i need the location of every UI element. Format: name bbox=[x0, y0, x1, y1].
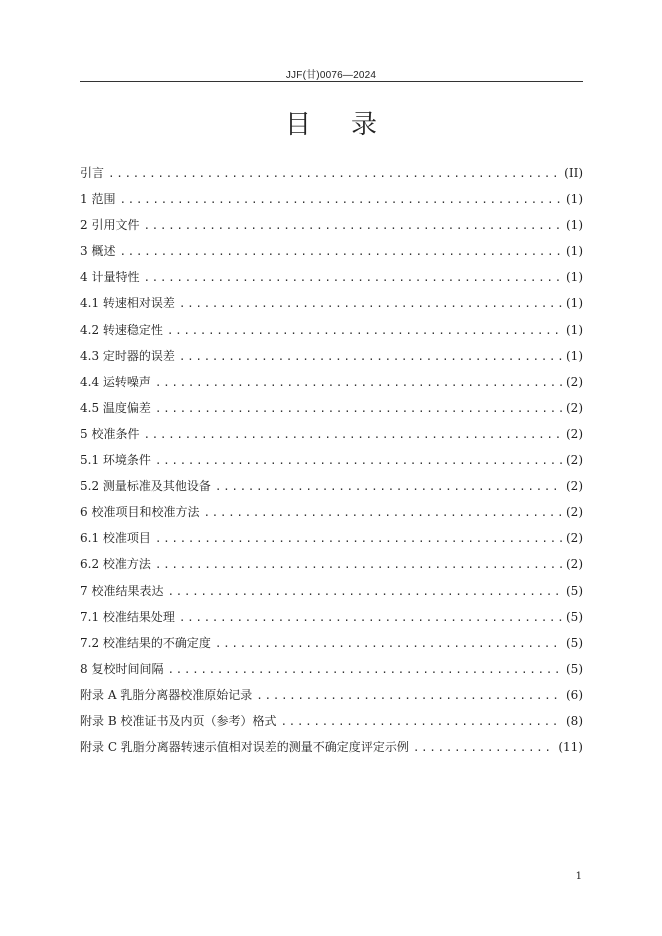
toc-dot-leader bbox=[413, 735, 555, 761]
toc-dot-leader bbox=[108, 161, 560, 187]
toc-entry[interactable] bbox=[80, 578, 583, 604]
toc-dot-leader bbox=[215, 474, 562, 500]
toc-dot-leader bbox=[143, 265, 562, 291]
toc-entry[interactable] bbox=[80, 160, 583, 186]
toc-entry-page: (2) bbox=[566, 453, 583, 468]
toc-entry-label: 6 校准项目和校准方法 bbox=[80, 505, 200, 520]
toc-entry-page: (5) bbox=[566, 635, 583, 650]
toc-entry[interactable] bbox=[80, 343, 583, 369]
toc-dot-leader bbox=[179, 605, 562, 631]
toc-entry-label: 5.1 环境条件 bbox=[80, 453, 151, 468]
toc-entry-page: (2) bbox=[566, 531, 583, 546]
toc-entry-page: (1) bbox=[566, 270, 583, 285]
toc-entry-page: (1) bbox=[566, 322, 583, 337]
toc-dot-leader bbox=[155, 526, 562, 552]
toc-entry[interactable] bbox=[80, 238, 583, 264]
toc-entry[interactable] bbox=[80, 369, 583, 395]
toc-entry-page: (II) bbox=[564, 166, 583, 180]
toc-entry-label: 7 校准结果表达 bbox=[80, 583, 164, 598]
toc-entry[interactable] bbox=[80, 212, 583, 238]
toc-dot-leader bbox=[167, 657, 562, 683]
toc-entry[interactable] bbox=[80, 682, 583, 708]
toc-entry[interactable] bbox=[80, 734, 583, 760]
toc-entry-label: 4.2 转速稳定性 bbox=[80, 322, 163, 337]
toc-entry-label: 8 复校时间间隔 bbox=[80, 661, 164, 676]
toc-dot-leader bbox=[155, 448, 562, 474]
toc-entry-page: (2) bbox=[566, 400, 583, 415]
toc-entry[interactable] bbox=[80, 551, 583, 577]
toc-entry-label: 附录 B 校准证书及内页（参考）格式 bbox=[80, 713, 277, 728]
toc-dot-leader bbox=[256, 683, 562, 709]
toc-entry[interactable] bbox=[80, 421, 583, 447]
toc-entry-label: 5 校准条件 bbox=[80, 426, 140, 441]
toc-entry-label: 6.2 校准方法 bbox=[80, 557, 151, 572]
toc-entry[interactable] bbox=[80, 604, 583, 630]
toc-entry-page: (2) bbox=[566, 479, 583, 494]
toc-entry-page: (1) bbox=[566, 296, 583, 311]
toc-entry-label: 4.3 定时器的误差 bbox=[80, 348, 175, 363]
toc-entry-page: (1) bbox=[566, 218, 583, 233]
toc-entry-page: (2) bbox=[566, 426, 583, 441]
toc-entry[interactable] bbox=[80, 317, 583, 343]
toc-dot-leader bbox=[143, 213, 562, 239]
toc-entry-page: (1) bbox=[566, 244, 583, 259]
toc-entry[interactable] bbox=[80, 264, 583, 290]
toc-entry-page: (8) bbox=[566, 713, 583, 728]
toc-entry[interactable] bbox=[80, 186, 583, 212]
toc-dot-leader bbox=[179, 344, 562, 370]
page-number: 1 bbox=[575, 871, 582, 882]
toc-entry-label: 6.1 校准项目 bbox=[80, 531, 151, 546]
toc-entry-label: 2 引用文件 bbox=[80, 218, 140, 233]
toc-entry[interactable] bbox=[80, 473, 583, 499]
toc-entry-label: 4 计量特性 bbox=[80, 270, 140, 285]
toc-entry-label: 3 概述 bbox=[80, 244, 116, 259]
toc-dot-leader bbox=[215, 631, 562, 657]
toc-entry-label: 4.5 温度偏差 bbox=[80, 400, 151, 415]
toc-entry-label: 5.2 测量标准及其他设备 bbox=[80, 479, 211, 494]
toc-entry-page: (6) bbox=[566, 687, 583, 702]
header-divider bbox=[80, 81, 583, 82]
toc-entry[interactable] bbox=[80, 290, 583, 316]
toc-dot-leader bbox=[155, 552, 562, 578]
toc-dot-leader bbox=[203, 500, 562, 526]
toc-entry-page: (5) bbox=[566, 661, 583, 676]
document-code-header: JJF(甘)0076—2024 bbox=[285, 70, 377, 81]
toc-dot-leader bbox=[155, 396, 562, 422]
toc-dot-leader bbox=[167, 579, 562, 605]
toc-entry-page: (2) bbox=[566, 557, 583, 572]
toc-entry-label: 附录 A 乳脂分离器校准原始记录 bbox=[80, 687, 253, 702]
toc-entry-label: 7.1 校准结果处理 bbox=[80, 609, 175, 624]
toc-entry[interactable] bbox=[80, 499, 583, 525]
toc-entry-page: (1) bbox=[566, 192, 583, 207]
toc-entry-page: (2) bbox=[566, 374, 583, 389]
table-of-contents bbox=[80, 160, 583, 760]
page-title: 目录 bbox=[284, 110, 417, 140]
toc-dot-leader bbox=[143, 422, 562, 448]
toc-dot-leader bbox=[179, 291, 562, 317]
toc-entry-label: 4.1 转速相对误差 bbox=[80, 296, 175, 311]
toc-entry-page: (2) bbox=[566, 505, 583, 520]
toc-entry-page: (1) bbox=[566, 348, 583, 363]
toc-dot-leader bbox=[155, 370, 562, 396]
toc-entry-label: 4.4 运转噪声 bbox=[80, 374, 151, 389]
toc-dot-leader bbox=[280, 709, 562, 735]
toc-dot-leader bbox=[119, 239, 562, 265]
toc-entry[interactable] bbox=[80, 447, 583, 473]
toc-entry-page: (11) bbox=[558, 740, 583, 755]
toc-dot-leader bbox=[119, 187, 562, 213]
toc-entry[interactable] bbox=[80, 525, 583, 551]
toc-entry-page: (5) bbox=[566, 609, 583, 624]
toc-entry-label: 7.2 校准结果的不确定度 bbox=[80, 635, 211, 650]
toc-entry-label: 附录 C 乳脂分离器转速示值相对误差的测量不确定度评定示例 bbox=[80, 740, 409, 755]
toc-entry[interactable] bbox=[80, 656, 583, 682]
toc-entry-page: (5) bbox=[566, 583, 583, 598]
toc-entry-label: 引言 bbox=[80, 166, 105, 180]
toc-entry-label: 1 范围 bbox=[80, 192, 116, 207]
toc-entry[interactable] bbox=[80, 630, 583, 656]
toc-entry[interactable] bbox=[80, 395, 583, 421]
toc-entry[interactable] bbox=[80, 708, 583, 734]
toc-dot-leader bbox=[167, 318, 562, 344]
